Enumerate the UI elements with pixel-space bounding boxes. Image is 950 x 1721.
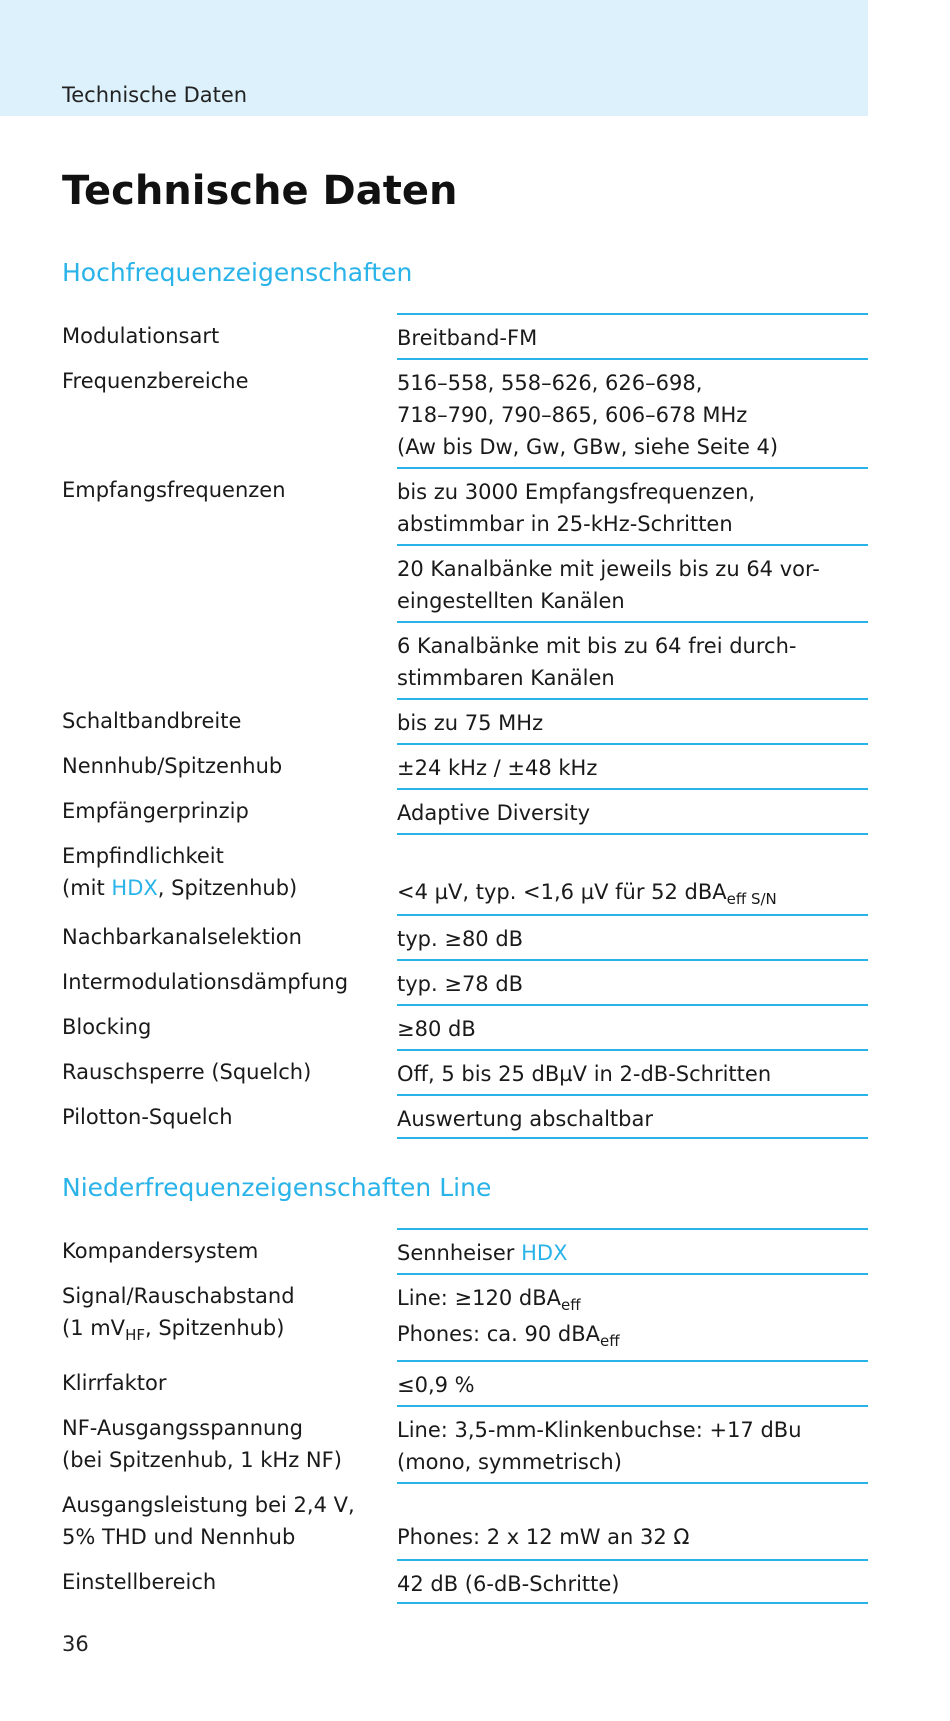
spec-row — [62, 914, 868, 959]
spec-label: Schaltbandbreite — [62, 709, 242, 733]
page-number: 36 — [62, 1632, 89, 1656]
label-line: Signal/Rauschabstand — [62, 1284, 295, 1308]
label-line: (1 $mV_{HF}$, Spitzenhub) — [62, 1316, 285, 1344]
spec-label-empty — [62, 544, 397, 621]
spec-value: Off, 5 bis 25 dBµV in 2-dB-Schritten — [397, 1049, 868, 1094]
subscript: eff — [560, 1296, 581, 1314]
spec-row — [62, 1004, 868, 1049]
value-line: 516–558, 558–626, 626–698, — [397, 371, 703, 395]
spec-label — [62, 1405, 397, 1482]
label-line: Empfindlichkeit — [62, 844, 224, 868]
spec-row — [62, 1482, 868, 1559]
label-line: 5% THD und Nennhub — [62, 1525, 296, 1549]
page-title: Technische Daten — [62, 168, 458, 214]
subscript: eff — [600, 1332, 620, 1350]
spec-row — [62, 1094, 868, 1139]
value-line: 6 Kanalbänke mit bis zu 64 frei durch- — [397, 634, 797, 658]
value-line: <4 µV, typ. <1,6 µV für 52 dBA$_{eff S/N}$ — [397, 880, 777, 908]
spec-table-nf — [62, 1228, 868, 1604]
spec-value: typ. ≥78 dB — [397, 959, 868, 1004]
spec-row — [62, 1405, 868, 1482]
spec-label: Empfängerprinzip — [62, 799, 249, 823]
spec-value — [397, 833, 868, 914]
spec-label: Kompandersystem — [62, 1239, 259, 1263]
spec-label — [62, 833, 397, 914]
spec-label: Pilotton-Squelch — [62, 1105, 233, 1129]
spec-label: Empfangsfrequenzen — [62, 478, 286, 502]
spec-row — [62, 1049, 868, 1094]
spec-table-hf — [62, 313, 868, 1139]
spec-row — [62, 1273, 868, 1360]
spec-row — [62, 467, 868, 544]
spec-value: ≥80 dB — [397, 1004, 868, 1049]
spec-row — [62, 544, 868, 621]
spec-value: 42 dB (6-dB-Schritte) — [397, 1559, 868, 1604]
spec-label: Nachbarkanalselektion — [62, 925, 302, 949]
spec-label: Klirrfaktor — [62, 1371, 167, 1395]
spec-value — [397, 358, 868, 467]
section-title-hf: Hochfrequenzeigenschaften — [62, 258, 413, 287]
spec-value — [397, 1405, 868, 1482]
spec-row — [62, 621, 868, 698]
hdx-highlight: HDX — [111, 876, 158, 900]
value-line: 718–790, 790–865, 606–678 MHz — [397, 403, 748, 427]
value-line: stimmbaren Kanälen — [397, 666, 615, 690]
spec-value: Auswertung abschaltbar — [397, 1094, 868, 1139]
spec-value — [397, 467, 868, 544]
label-line: Ausgangsleistung bei 2,4 V, — [62, 1493, 355, 1517]
value-line: Phones: ca. 90 dBA$_{eff}$ — [397, 1322, 620, 1350]
spec-value: ±24 kHz / ±48 kHz — [397, 743, 868, 788]
spec-label: Rauschsperre (Squelch) — [62, 1060, 312, 1084]
spec-label — [62, 1273, 397, 1360]
value-line: Line: 3,5-mm-Klinkenbuchse: +17 dBu — [397, 1418, 802, 1442]
section-title-nf: Niederfrequenzeigenschaften Line — [62, 1173, 492, 1202]
spec-row — [62, 313, 868, 358]
value-line: Line: ≥120 dBA$_{eff}$ — [397, 1286, 581, 1314]
value-line: 20 Kanalbänke mit jeweils bis zu 64 vor- — [397, 557, 820, 581]
spec-value: Breitband-FM — [397, 313, 868, 358]
spec-row — [62, 698, 868, 743]
spec-label — [62, 1482, 397, 1559]
value-line: Phones: 2 x 12 mW an 32 Ω — [397, 1525, 690, 1549]
spec-label-empty — [62, 621, 397, 698]
running-header: Technische Daten — [62, 83, 248, 107]
spec-row — [62, 959, 868, 1004]
spec-row — [62, 788, 868, 833]
spec-value — [397, 621, 868, 698]
spec-label: Nennhub/Spitzenhub — [62, 754, 283, 778]
spec-row — [62, 1228, 868, 1273]
spec-row — [62, 1360, 868, 1405]
spec-value: typ. ≥80 dB — [397, 914, 868, 959]
spec-label: Modulationsart — [62, 324, 220, 348]
value-line: eingestellten Kanälen — [397, 589, 625, 613]
subscript: eff S/N — [726, 890, 777, 908]
spec-value — [397, 1273, 868, 1360]
spec-row — [62, 743, 868, 788]
value-line: (mono, symmetrisch) — [397, 1450, 622, 1474]
value-line: bis zu 3000 Empfangsfrequenzen, — [397, 480, 756, 504]
spec-row — [62, 1559, 868, 1604]
spec-value: ≤0,9 % — [397, 1360, 868, 1405]
value-line: abstimmbar in 25-kHz-Schritten — [397, 512, 733, 536]
label-line: (mit HDX, Spitzenhub) — [62, 876, 298, 900]
value-line: (Aw bis Dw, Gw, GBw, siehe Seite 4) — [397, 435, 779, 459]
spec-row — [62, 358, 868, 467]
spec-value: Sennheiser HDX — [397, 1228, 868, 1273]
spec-label: Frequenzbereiche — [62, 369, 249, 393]
spec-value — [397, 544, 868, 621]
subscript: HF — [125, 1326, 145, 1344]
spec-label: Blocking — [62, 1015, 152, 1039]
spec-label: Intermodulationsdämpfung — [62, 970, 349, 994]
label-line: (bei Spitzenhub, 1 kHz NF) — [62, 1448, 342, 1472]
spec-label: Einstellbereich — [62, 1570, 217, 1594]
spec-value: Adaptive Diversity — [397, 788, 868, 833]
spec-row — [62, 833, 868, 914]
spec-value — [397, 1482, 868, 1559]
label-line: NF-Ausgangsspannung — [62, 1416, 304, 1440]
hdx-highlight: HDX — [521, 1241, 568, 1265]
spec-value: bis zu 75 MHz — [397, 698, 868, 743]
